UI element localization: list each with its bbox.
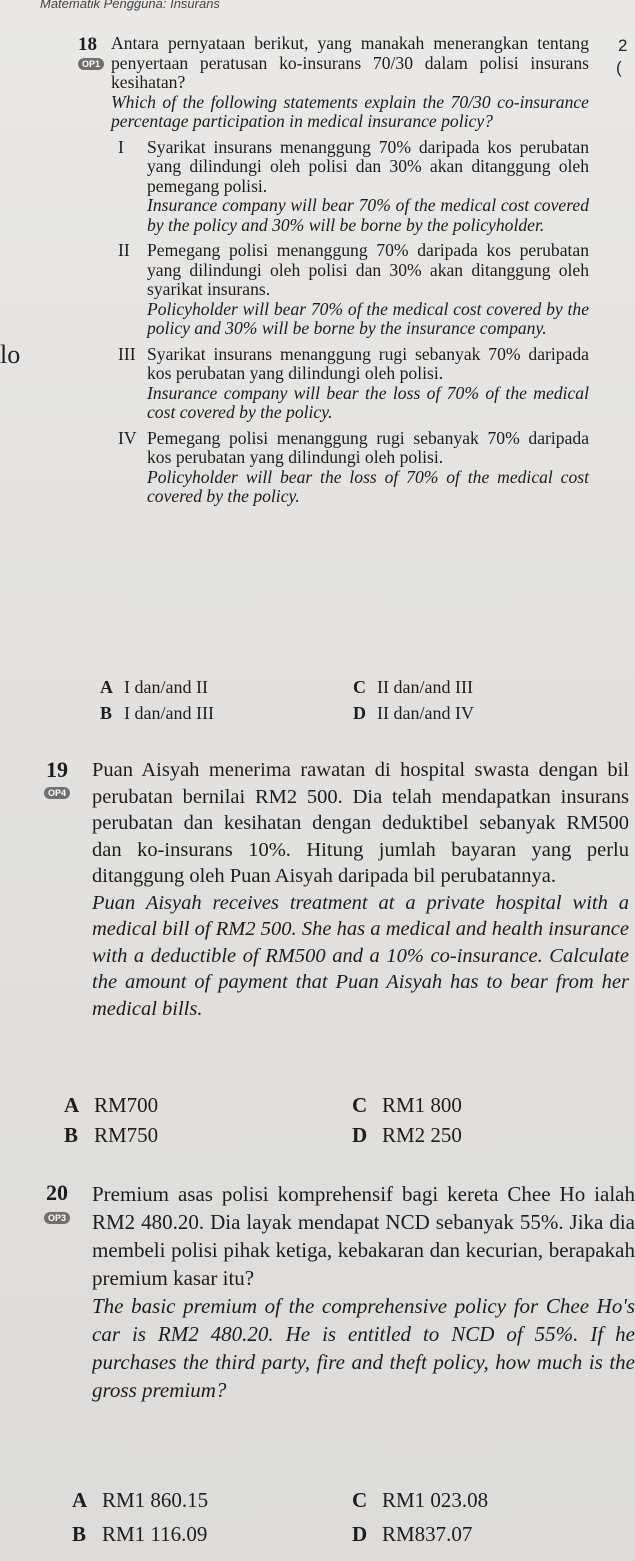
statement-malay: Pemegang polisi menanggung rugi sebanyak 70% daripada kos perubatan yang dilindungi oleh polisi. [147, 427, 589, 467]
option-text: RM1 023.08 [382, 1488, 489, 1512]
option-a[interactable] [100, 677, 208, 698]
statement-malay: Pemegang polisi menanggung 70% daripada kos perubatan yang dilindungi oleh polisi dan 30% akan ditanggung oleh syarikat insurans. [147, 240, 589, 299]
option-letter: A [64, 1093, 80, 1117]
statement-english: Insurance company will bear the loss of 70% of the medical cost covered by the policy. [147, 382, 589, 422]
option-text: RM750 [94, 1123, 159, 1147]
statement-numeral: III [118, 343, 136, 364]
margin-mark-right-top: 2 [618, 36, 628, 55]
option-letter: C [352, 1093, 368, 1117]
objective-badge: OP1 [78, 58, 104, 70]
option-d[interactable] [352, 1123, 462, 1148]
option-a[interactable] [64, 1093, 158, 1118]
option-text: I dan/and III [124, 703, 214, 723]
option-letter: B [100, 703, 113, 723]
statement-numeral: IV [118, 427, 137, 448]
option-d[interactable] [353, 703, 474, 724]
objective-badge: OP3 [44, 1212, 70, 1224]
question-body [92, 757, 629, 1022]
statement-english: Policyholder will bear 70% of the medical cost covered by the policy and 30% will be borne by the insurance company. [147, 298, 589, 338]
option-letter: D [352, 1522, 368, 1546]
option-text: II dan/and IV [377, 703, 474, 723]
option-text: II dan/and III [377, 677, 473, 697]
option-text: I dan/and II [124, 677, 208, 697]
option-c[interactable] [352, 1488, 488, 1513]
option-b[interactable] [100, 703, 214, 724]
option-c[interactable] [352, 1093, 462, 1118]
margin-mark-right-second: ( [616, 58, 622, 77]
option-text: RM1 116.09 [102, 1522, 208, 1546]
option-d[interactable] [352, 1522, 472, 1547]
stem-english: Which of the following statements explain the 70/30 co-insurance percentage participation in medical insurance policy? [111, 91, 589, 131]
statement-ii [111, 241, 589, 339]
statement-malay: Syarikat insurans menanggung rugi sebanyak 70% daripada kos perubatan yang dilindungi oleh polisi. [147, 343, 589, 383]
stem-malay: Antara pernyataan berikut, yang manakah menerangkan tentang penyertaan peratusan ko-insurans 70/30 dalam polisi insurans kesihatan? [111, 33, 589, 92]
objective-badge: OP4 [44, 787, 70, 799]
option-letter: B [72, 1522, 87, 1546]
option-text: RM1 860.15 [102, 1488, 209, 1512]
question-body [111, 34, 589, 507]
statement-malay: Syarikat insurans menanggung 70% daripada kos perubatan yang dilindungi oleh polisi dan 30% akan ditanggung oleh pemegang polisi. [147, 136, 589, 196]
option-letter: A [72, 1488, 88, 1512]
statement-english: Insurance company will bear 70% of the medical cost covered by the policy and 30% will be borne by the policyholder. [147, 195, 589, 235]
statement-iii [111, 345, 589, 423]
option-text: RM1 800 [382, 1093, 462, 1117]
option-a[interactable] [72, 1488, 208, 1513]
statement-iv [111, 429, 589, 507]
stem-english: Puan Aisyah receives treatment at a private hospital with a medical bill of RM2 500. She has a medical and health insurance with a deductible of RM500 and a 10% co-insurance. Calculate the amount of payment that Puan Aisyah has to bear from her medical bills. [92, 891, 629, 1020]
statement-numeral: I [118, 136, 124, 157]
option-letter: C [353, 677, 366, 697]
stem-malay: Puan Aisyah menerima rawatan di hospital swasta dengan bil perubatan bernilai RM2 500. Dia telah mendapatkan insurans perubatan dan kesihatan dengan deduktibel sebanyak RM500 dan ko-insurans 10%. Hitung jumlah bayaran yang perlu ditanggung oleh Puan Aisyah daripada bil perubatannya. [92, 759, 629, 887]
statement-english: Policyholder will bear the loss of 70% of the medical cost covered by the policy. [147, 466, 589, 506]
option-text: RM837.07 [382, 1522, 473, 1546]
option-text: RM700 [94, 1093, 159, 1117]
option-letter: A [100, 677, 113, 697]
stem-english: The basic premium of the comprehensive policy for Chee Ho's car is RM2 480.20. He is entitled to NCD of 55%. If he purchases the third party, fire and theft policy, how much is the gross premium? [92, 1294, 635, 1402]
option-letter: C [352, 1488, 368, 1512]
option-b[interactable] [72, 1522, 207, 1547]
margin-mark-left: lo [0, 340, 21, 369]
question-number: 18 [78, 34, 97, 55]
statement-i [111, 138, 589, 236]
stem-malay: Premium asas polisi komprehensif bagi kereta Chee Ho ialah RM2 480.20. Dia layak mendapat NCD sebanyak 55%. Jika dia membeli polisi pihak ketiga, kebakaran dan kecurian, berapakah premium kasar itu? [92, 1182, 635, 1290]
question-body [92, 1180, 635, 1404]
statement-numeral: II [118, 240, 130, 260]
option-letter: D [353, 703, 366, 723]
question-number: 20 [46, 1180, 68, 1205]
option-text: RM2 250 [382, 1123, 462, 1147]
question-number: 19 [46, 757, 68, 782]
option-letter: D [352, 1123, 368, 1147]
option-letter: B [64, 1123, 79, 1147]
option-b[interactable] [64, 1123, 158, 1148]
page-header: Matematik Pengguna: Insurans [40, 0, 220, 11]
option-c[interactable] [353, 677, 473, 698]
